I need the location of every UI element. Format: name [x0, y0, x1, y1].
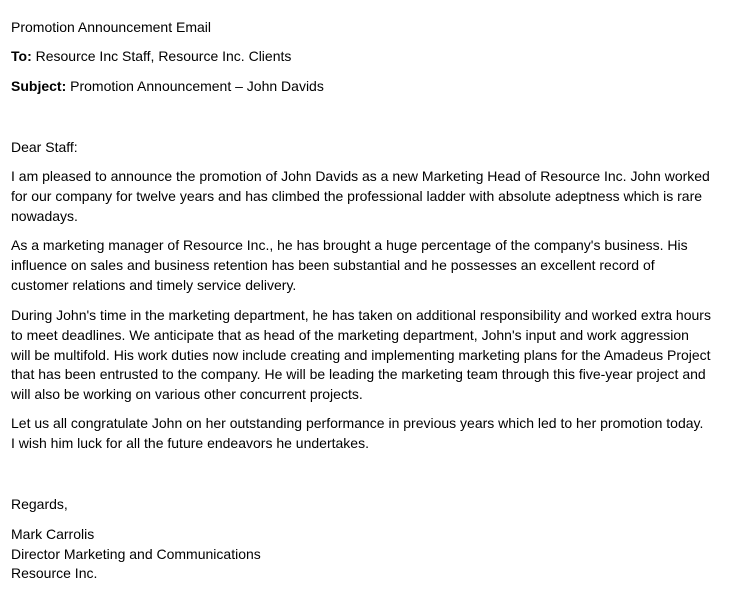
subject-line — [11, 77, 324, 95]
to-value: Resource Inc Staff, Resource Inc. Clients — [35, 48, 292, 64]
closing: Regards, — [11, 496, 68, 512]
paragraph: Let us all congratulate John on her outstanding performance in previous years which led to her promotion today. I wish him luck for all the future endeavors he undertakes. — [11, 415, 704, 451]
signature-position: Director Marketing and Communications — [11, 546, 261, 562]
greeting: Dear Staff: — [11, 139, 78, 155]
to-label: To: — [11, 48, 32, 64]
paragraph: As a marketing manager of Resource Inc., he has brought a huge percentage of the company's business. His influence on sales and business retention has been substantial and he possesses an excellent record of customer relations and timely service delivery. — [11, 237, 688, 293]
document-title: Promotion Announcement Email — [11, 19, 211, 35]
subject-value: Promotion Announcement – John Davids — [70, 78, 324, 94]
subject-label: Subject: — [11, 78, 67, 94]
signature-company: Resource Inc. — [11, 565, 98, 581]
paragraph: During John's time in the marketing department, he has taken on additional responsibility and worked extra hours to meet deadlines. We anticipate that as head of the marketing department, John's input and work aggression will be multifold. His work duties now include creating and implementing marketing plans for the Amadeus Project that has been entrusted to the company. He will be leading the marketing team through this five-year project and will also be working on various other concurrent projects. — [11, 307, 711, 403]
signature-name: Mark Carrolis — [11, 526, 95, 542]
paragraph: I am pleased to announce the promotion of John Davids as a new Marketing Head of Resource Inc. John worked for our company for twelve years and has climbed the professional ladder with absolute adeptness which is rare nowadays. — [11, 168, 710, 224]
to-line — [11, 47, 291, 65]
